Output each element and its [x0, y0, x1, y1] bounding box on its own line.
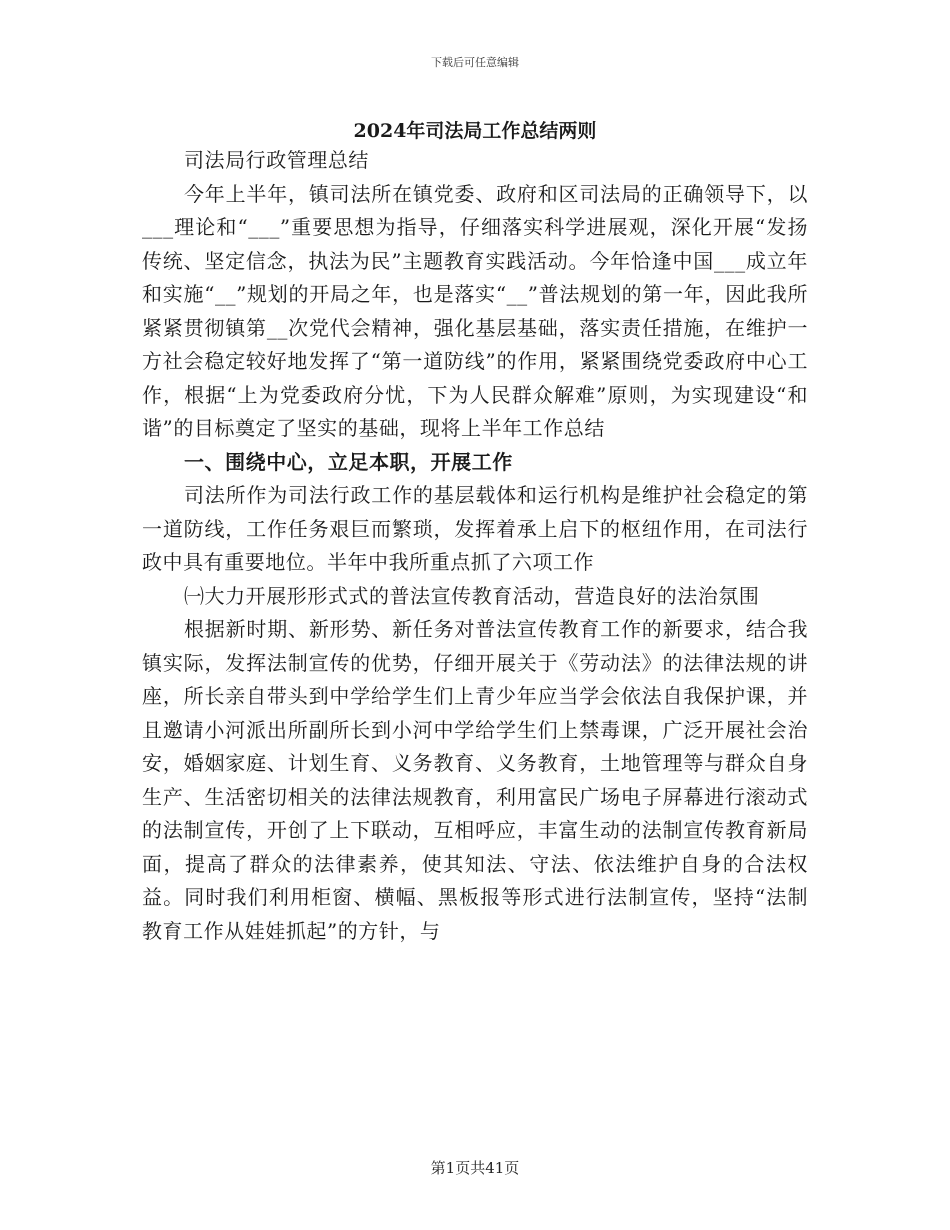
page-header-note: 下载后可任意编辑: [431, 56, 519, 69]
paragraph-section-1: 司法所作为司法行政工作的基层载体和运行机构是维护社会稳定的第一道防线，工作任务艰巨而繁琐，发挥着承上启下的枢纽作用，在司法行政中具有重要地位。半年中我所重点抓了六项工作: [142, 483, 808, 574]
document-body: [142, 144, 808, 948]
section-heading-1: 一、围绕中心，立足本职，开展工作: [184, 449, 513, 474]
page-number-footer: 第1页共41页: [430, 1159, 520, 1177]
paragraph-subsection-1: 根据新时期、新形势、新任务对普法宣传教育工作的新要求，结合我镇实际，发挥法制宣传的优势，仔细开展关于《劳动法》的法律法规的讲座，所长亲自带头到中学给学生们上青少年应当学会依法自我保护课，并且邀请小河派出所副所长到小河中学给学生们上禁毒课，广泛开展社会治安，婚姻家庭、计划生育、义务教育、义务教育，土地管理等与群众自身生产、生活密切相关的法律法规教育，利用富民广场电子屏幕进行滚动式的法制宣传，开创了上下联动，互相呼应，丰富生动的法制宣传教育新局面，提高了群众的法律素养，使其知法、守法、依法维护自身的合法权益。同时我们利用柜窗、横幅、黑板报等形式进行法制宣传，坚持“法制教育工作从娃娃抓起”的方针，与: [142, 617, 808, 943]
section-subtitle: 司法局行政管理总结: [184, 148, 369, 172]
subsection-heading-1: ㈠大力开展形形式式的普法宣传教育活动，营造良好的法治氛围: [184, 583, 760, 608]
paragraph-intro: 今年上半年，镇司法所在镇党委、政府和区司法局的正确领导下，以___理论和“___”重要思想为指导，仔细落实科学进展观，深化开展“发扬传统、坚定信念，执法为民”主题教育实践活动。今年恰逢中国___成立年和实施“__”规划的开局之年，也是落实“__”普法规划的第一年，因此我所紧紧贯彻镇第__次党代会精神，强化基层基础，落实责任措施，在维护一方社会稳定较好地发挥了“第一道防线”的作用，紧紧围绕党委政府中心工作，根据“上为党委政府分忧，下为人民群众解难”原则，为实现建设“和谐”的目标奠定了坚实的基础，现将上半年工作总结: [142, 181, 808, 440]
document-title: 2024年司法局工作总结两则: [353, 120, 597, 142]
